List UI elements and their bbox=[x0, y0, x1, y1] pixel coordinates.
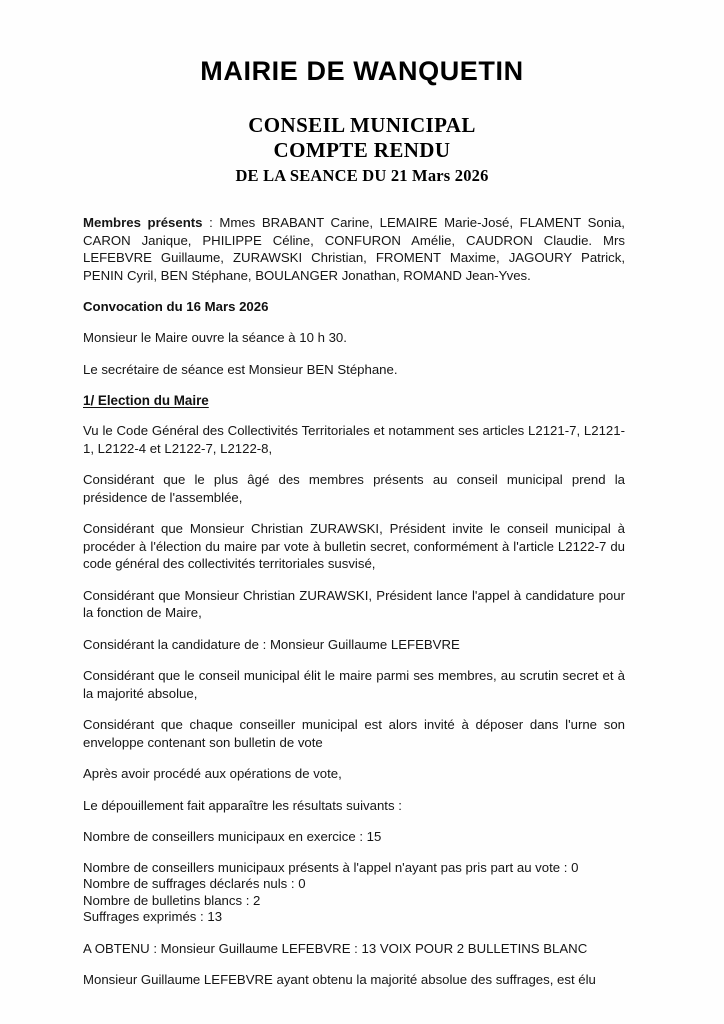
paragraph-a-obtenu: A OBTENU : Monsieur Guillaume LEFEBVRE : 13 VOIX POUR 2 BULLETINS BLANC bbox=[83, 940, 588, 956]
result-non-votants: Nombre de conseillers municipaux présents à l'appel n'ayant pas pris part au vote : 0 bbox=[83, 859, 579, 875]
paragraph-considerant-candidature: Considérant la candidature de : Monsieur Guillaume LEFEBVRE bbox=[83, 636, 460, 652]
document-heading-block bbox=[0, 113, 724, 187]
section-title-election-du-maire: 1/ Election du Maire bbox=[83, 393, 209, 408]
heading-compte-rendu: COMPTE RENDU bbox=[273, 138, 451, 162]
document-body bbox=[83, 214, 625, 989]
result-suffrages-nuls: Nombre de suffrages déclarés nuls : 0 bbox=[83, 876, 306, 892]
paragraph-considerant-urne: Considérant que chaque conseiller municipal est alors invité à déposer dans l'urne son enveloppe contenant son bulletin de vote bbox=[83, 717, 625, 750]
convocation-heading: Convocation du 16 Mars 2026 bbox=[83, 299, 269, 314]
paragraph-considerant-scrutin-secret: Considérant que le conseil municipal élit le maire parmi ses membres, au scrutin secret et à la majorité absolue, bbox=[83, 668, 625, 701]
result-suffrages-exprimes: Suffrages exprimés : 13 bbox=[83, 909, 223, 925]
heading-conseil-municipal: CONSEIL MUNICIPAL bbox=[248, 113, 476, 137]
paragraph-considerant-plus-age: Considérant que le plus âgé des membres présents au conseil municipal prend la présidence de l'assemblée, bbox=[83, 472, 625, 505]
result-bulletins-blancs: Nombre de bulletins blancs : 2 bbox=[83, 892, 261, 908]
paragraph-considerant-appel-candidature: Considérant que Monsieur Christian ZURAWSKI, Président lance l'appel à candidature pour la fonction de Maire, bbox=[83, 587, 625, 620]
attendance-separator: : bbox=[202, 215, 220, 230]
page-title: MAIRIE DE WANQUETIN bbox=[200, 56, 524, 86]
secretary-paragraph: Le secrétaire de séance est Monsieur BEN Stéphane. bbox=[83, 361, 398, 377]
attendance-label: Membres présents bbox=[83, 215, 203, 230]
vote-results-list bbox=[83, 860, 625, 926]
paragraph-considerant-president-invite: Considérant que Monsieur Christian ZURAWSKI, Président invite le conseil municipal à procéder à l'élection du maire par vote à bulletin secret, conformément à l'article L2122-7 du code général des collectivités territoriales susvisé, bbox=[83, 521, 625, 571]
paragraph-vu-code-general: Vu le Code Général des Collectivités Territoriales et notamment ses articles L2121-7, L2121-1, L2122-4 et L2122-7, L2122-8, bbox=[83, 423, 625, 456]
paragraph-elu: Monsieur Guillaume LEFEBVRE ayant obtenu la majorité absolue des suffrages, est élu bbox=[83, 972, 596, 988]
paragraph-depouillement: Le dépouillement fait apparaître les résultats suivants : bbox=[83, 797, 402, 813]
paragraph-conseillers-en-exercice: Nombre de conseillers municipaux en exercice : 15 bbox=[83, 829, 382, 844]
section-1-title-wrapper bbox=[83, 392, 625, 422]
paragraph-apres-operations-vote: Après avoir procédé aux opérations de vote, bbox=[83, 766, 342, 781]
heading-seance-date: DE LA SEANCE DU 21 Mars 2026 bbox=[235, 166, 489, 185]
session-open-paragraph: Monsieur le Maire ouvre la séance à 10 h 30. bbox=[83, 330, 347, 345]
attendance-members: Mmes BRABANT Carine, LEMAIRE Marie-José, FLAMENT Sonia, CARON Janique, PHILIPPE Céline, CONFURON Amélie, CAUDRON Claudie. Mrs LEFEBVRE Guillaume, ZURAWSKI Christian, FROMENT Maxime, JAGOURY Patrick, PENIN Cyril, BEN Stéphane, BOULANGER Jonathan, ROMAND Jean-Yves. bbox=[83, 215, 625, 283]
attendance-paragraph bbox=[83, 214, 625, 284]
